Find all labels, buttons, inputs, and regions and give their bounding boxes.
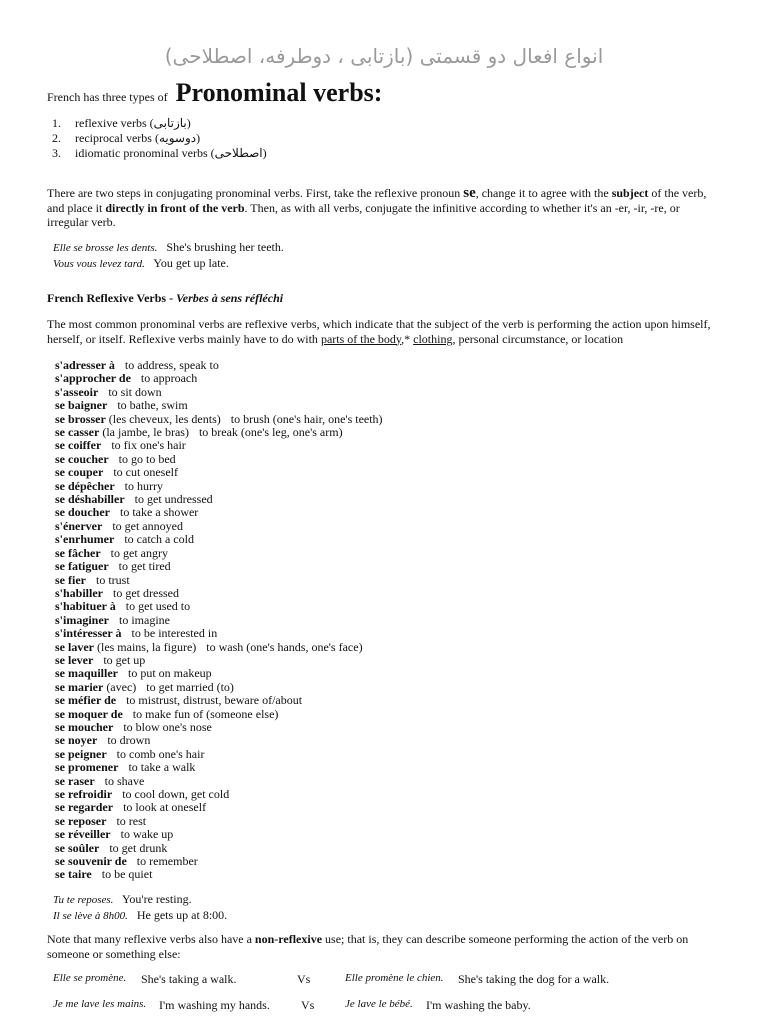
- verb-meaning: to take a walk: [128, 760, 196, 775]
- verb-row: [55, 694, 383, 707]
- verb-infinitive: se reposer: [55, 813, 107, 828]
- verb-infinitive: se déshabiller: [55, 492, 125, 507]
- steps-directly: directly in front of the verb: [105, 200, 245, 215]
- verb-row: [55, 641, 383, 654]
- example-row: [53, 256, 284, 272]
- verb-infinitive: se réveiller: [55, 827, 111, 842]
- verb-row: [55, 426, 383, 439]
- types-list: [52, 116, 267, 161]
- comparison-french-1: Elle se promène.: [53, 972, 127, 984]
- verb-meaning: to get drunk: [109, 840, 168, 855]
- parts-of-body-link[interactable]: parts of the body: [320, 331, 402, 346]
- intro-lead: French has three types of: [47, 90, 168, 104]
- verb-meaning: to hurry: [124, 478, 163, 493]
- steps-text-1: There are two steps in conjugating pronominal verbs. First, take the reflexive pronoun: [47, 186, 461, 200]
- verb-infinitive: se fâcher: [55, 545, 101, 560]
- verb-row: [55, 413, 383, 426]
- verb-infinitive: s'approcher de: [55, 371, 131, 386]
- verb-infinitive: s'asseoir: [55, 384, 99, 399]
- example-english: You get up late.: [153, 256, 229, 270]
- verb-row: [55, 627, 383, 640]
- verb-infinitive: se taire: [55, 867, 92, 882]
- verb-row: [55, 587, 383, 600]
- verb-infinitive: se raser: [55, 773, 95, 788]
- comparison-french-2: Je lave le bébé.: [345, 998, 413, 1010]
- verb-row: [55, 842, 383, 855]
- verb-row: [55, 761, 383, 774]
- verb-infinitive: se fatiguer: [55, 559, 109, 574]
- example-english: You're resting.: [121, 892, 192, 906]
- comparison-vs: Vs: [297, 972, 311, 986]
- verb-note: (la jambe, le bras): [99, 425, 189, 440]
- note-text-2: use; that is, they can describe someone performing the action of the verb on someone or something else:: [47, 932, 689, 961]
- verb-row: [55, 681, 383, 694]
- comparison-french-2: Elle promène le chien.: [345, 972, 444, 984]
- verb-infinitive: se souvenir de: [55, 854, 127, 869]
- list-item: [52, 116, 267, 131]
- steps-subject: subject: [611, 186, 649, 200]
- comparison-english-2: She's taking the dog for a walk.: [458, 972, 610, 986]
- verb-row: [55, 815, 383, 828]
- verb-meaning: to fix one's hair: [111, 438, 186, 453]
- example-row: [53, 892, 227, 908]
- verb-infinitive: s'imaginer: [55, 612, 109, 627]
- list-item: [52, 146, 267, 161]
- verb-meaning: to get angry: [110, 545, 168, 560]
- verb-meaning: to rest: [116, 813, 147, 828]
- comparison-english-1: I'm washing my hands.: [159, 998, 270, 1012]
- verb-meaning: to comb one's hair: [116, 746, 205, 761]
- non-reflexive-note: [47, 932, 717, 961]
- verb-meaning: to cut oneself: [113, 465, 178, 480]
- list-number: 1.: [52, 116, 61, 130]
- verb-row: [55, 708, 383, 721]
- clothing-link[interactable]: clothing: [413, 331, 453, 346]
- verb-note: (avec): [103, 679, 137, 694]
- verb-infinitive: se doucher: [55, 505, 110, 520]
- section-french: Verbes à sens réfléchi: [176, 291, 284, 305]
- list-number: 3.: [52, 146, 61, 160]
- verb-infinitive: se laver: [55, 639, 94, 654]
- verb-meaning: to drown: [107, 733, 151, 748]
- verb-meaning: to look at oneself: [123, 800, 207, 815]
- comparison-english-2: I'm washing the baby.: [426, 998, 531, 1012]
- verb-infinitive: se marier: [55, 679, 104, 694]
- verb-row: [55, 775, 383, 788]
- verb-infinitive: se couper: [55, 465, 104, 480]
- verb-row: [55, 734, 383, 747]
- verb-row: [55, 493, 383, 506]
- verb-infinitive: s'habiller: [55, 585, 104, 600]
- verb-row: [55, 667, 383, 680]
- verb-row: [55, 480, 383, 493]
- verb-infinitive: se dépêcher: [55, 478, 115, 493]
- verb-meaning: to get married (to): [146, 679, 234, 694]
- verb-infinitive: se casser: [55, 425, 100, 440]
- verb-row: [55, 506, 383, 519]
- verb-infinitive: se peigner: [55, 746, 107, 761]
- verb-infinitive: se lever: [55, 652, 94, 667]
- verb-row: [55, 721, 383, 734]
- verb-infinitive: se regarder: [55, 800, 114, 815]
- comparison-english-1: She's taking a walk.: [141, 972, 237, 986]
- verb-meaning: to put on makeup: [128, 666, 212, 681]
- verb-infinitive: s'habituer à: [55, 599, 116, 614]
- verb-infinitive: se moquer de: [55, 706, 123, 721]
- verb-infinitive: se coiffer: [55, 438, 102, 453]
- verb-meaning: to get undressed: [134, 492, 213, 507]
- verb-infinitive: se coucher: [55, 451, 109, 466]
- verb-row: [55, 855, 383, 868]
- example-french: Elle se brosse les dents.: [53, 242, 158, 254]
- verb-meaning: to sit down: [108, 384, 162, 399]
- persian-title: انواع افعال دو قسمتی (بازتابی ، دوطرفه، اصطلاحی): [164, 44, 604, 68]
- verb-meaning: to wash (one's hands, one's face): [206, 639, 363, 654]
- verb-row: [55, 788, 383, 801]
- verb-row: [55, 439, 383, 452]
- verb-row: [55, 453, 383, 466]
- intro-line: [47, 78, 382, 108]
- steps-text-2: , change it to agree with the: [475, 186, 609, 200]
- verb-infinitive: s'énerver: [55, 518, 103, 533]
- note-bold: non-reflexive: [254, 932, 323, 946]
- list-text: reciprocal verbs (دوسویه): [75, 131, 201, 145]
- verb-list: [55, 359, 383, 882]
- verb-infinitive: se soûler: [55, 840, 100, 855]
- verb-meaning: to blow one's nose: [123, 719, 212, 734]
- examples-block-1: [53, 240, 284, 272]
- verb-meaning: to trust: [95, 572, 130, 587]
- verb-meaning: to be interested in: [131, 626, 218, 641]
- verb-infinitive: se méfier de: [55, 693, 117, 708]
- verb-meaning: to take a shower: [120, 505, 199, 520]
- section-heading: [47, 291, 283, 306]
- verb-meaning: to cool down, get cold: [122, 787, 230, 801]
- verb-meaning: to get tired: [118, 559, 171, 574]
- verb-infinitive: s'enrhumer: [55, 532, 115, 547]
- verb-infinitive: se promener: [55, 760, 119, 775]
- desc-text-3: , personal circumstance, or location: [452, 331, 624, 346]
- example-french: Il se lève à 8h00.: [53, 910, 128, 922]
- section-label: French Reflexive Verbs -: [47, 291, 174, 305]
- verb-infinitive: se refroidir: [55, 787, 113, 801]
- example-french: Tu te reposes.: [53, 894, 114, 906]
- verb-meaning: to wake up: [120, 827, 174, 842]
- verb-meaning: to shave: [104, 773, 145, 788]
- verb-infinitive: se maquiller: [55, 666, 118, 681]
- verb-meaning: to break (one's leg, one's arm): [198, 425, 343, 440]
- example-row: [53, 240, 284, 256]
- verb-note: (les mains, la figure): [93, 639, 197, 654]
- verb-meaning: to remember: [136, 854, 198, 869]
- verb-meaning: to address, speak to: [124, 358, 219, 372]
- comparison-vs: Vs: [301, 998, 315, 1012]
- example-french: Vous vous levez tard.: [53, 258, 145, 270]
- verb-meaning: to approach: [140, 371, 198, 386]
- examples-block-2: [53, 892, 227, 924]
- conjugation-steps: [47, 186, 717, 230]
- verb-infinitive: se brosser: [55, 411, 106, 426]
- example-english: He gets up at 8:00.: [136, 908, 228, 922]
- example-row: [53, 908, 227, 924]
- verb-row: [55, 748, 383, 761]
- verb-meaning: to get annoyed: [112, 518, 183, 533]
- verb-note: (les cheveux, les dents): [105, 411, 221, 426]
- verb-meaning: to make fun of (someone else): [132, 706, 279, 721]
- verb-row: [55, 654, 383, 667]
- verb-infinitive: se noyer: [55, 733, 98, 748]
- verb-infinitive: se baigner: [55, 398, 108, 413]
- verb-row: [55, 533, 383, 546]
- verb-infinitive: se moucher: [55, 719, 114, 734]
- verb-row: [55, 574, 383, 587]
- verb-meaning: to be quiet: [101, 867, 153, 882]
- verb-row: [55, 801, 383, 814]
- verb-row: [55, 372, 383, 385]
- steps-se: se: [463, 185, 476, 201]
- verb-infinitive: s'adresser à: [55, 358, 115, 372]
- list-text: idiomatic pronominal verbs (اصطلاحی): [75, 146, 267, 160]
- steps-text-4: . Then, as with all verbs, conjugate the infinitive according to whether it's an -er, -ir, -re, or irregular verb.: [47, 200, 680, 229]
- verb-row: [55, 560, 383, 573]
- verb-row: [55, 614, 383, 627]
- comparison-french-1: Je me lave les mains.: [53, 998, 147, 1010]
- desc-text-1: The most common pronominal verbs are reflexive verbs, which indicate that the subject of the verb is performing the action upon himself, herself, or itself. Reflexive verbs mainly have to do with: [47, 317, 711, 346]
- intro-heading: Pronominal verbs:: [175, 78, 383, 107]
- reflexive-description: [47, 317, 717, 346]
- verb-row: [55, 868, 383, 881]
- steps-text-3: of the verb, and place it: [47, 186, 707, 215]
- verb-infinitive: s'intéresser à: [55, 626, 122, 641]
- note-text-1: Note that many reflexive verbs also have a: [47, 932, 252, 946]
- verb-row: [55, 547, 383, 560]
- verb-meaning: to mistrust, distrust, beware of/about: [126, 693, 303, 708]
- verb-meaning: to get dressed: [113, 585, 179, 600]
- verb-row: [55, 520, 383, 533]
- verb-meaning: to catch a cold: [124, 532, 194, 547]
- verb-row: [55, 386, 383, 399]
- example-english: She's brushing her teeth.: [166, 240, 284, 254]
- verb-meaning: to go to bed: [118, 451, 176, 466]
- list-number: 2.: [52, 131, 61, 145]
- verb-meaning: to brush (one's hair, one's teeth): [230, 411, 383, 426]
- desc-text-2: ,*: [401, 331, 411, 346]
- verb-row: [55, 359, 383, 372]
- verb-meaning: to get used to: [125, 599, 191, 614]
- verb-meaning: to get up: [103, 652, 146, 667]
- list-item: [52, 131, 267, 146]
- list-text: reflexive verbs (بازتابی): [75, 116, 191, 130]
- verb-infinitive: se fier: [55, 572, 86, 587]
- verb-meaning: to bathe, swim: [117, 398, 188, 413]
- verb-row: [55, 600, 383, 613]
- verb-meaning: to imagine: [119, 612, 170, 627]
- verb-row: [55, 399, 383, 412]
- verb-row: [55, 466, 383, 479]
- verb-row: [55, 828, 383, 841]
